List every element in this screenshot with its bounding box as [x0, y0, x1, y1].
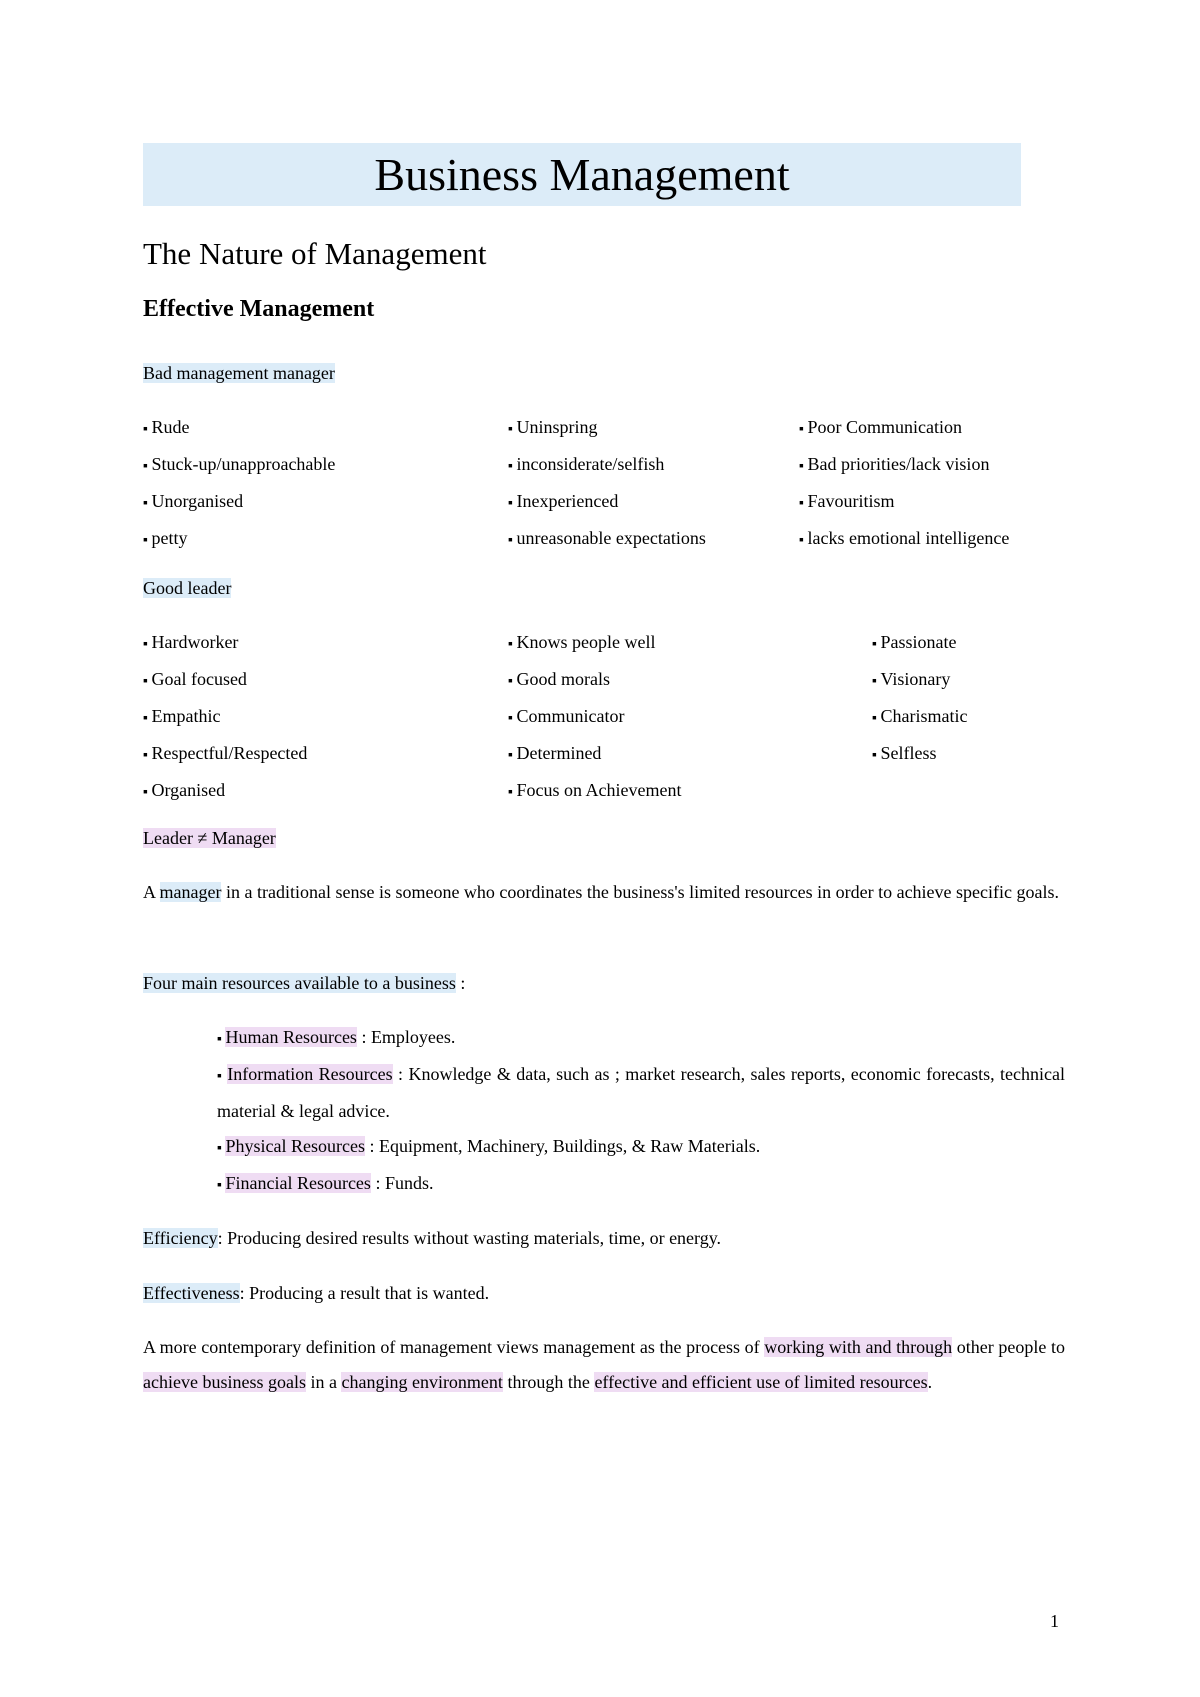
list-item: ▪ unreasonable expectations [508, 521, 706, 558]
list-item: ▪ Determined [508, 736, 681, 773]
resources-label-text: Four main resources available to a business [143, 973, 456, 993]
list-item: ▪ petty [143, 521, 335, 558]
list-item: ▪ Charismatic [872, 699, 967, 736]
good-leader-label-text: Good leader [143, 578, 232, 598]
list-item: ▪ Physical Resources : Equipment, Machinery, Buildings, & Raw Materials. [217, 1129, 1065, 1166]
list-item: ▪ Passionate [872, 625, 967, 662]
list-item: ▪ Good morals [508, 662, 681, 699]
list-item: ▪ Selfless [872, 736, 967, 773]
list-item: ▪ Human Resources : Employees. [217, 1020, 1065, 1057]
manager-definition: A manager in a traditional sense is someone who coordinates the business's limited resources in order to achieve specific goals. [143, 882, 1060, 902]
list-item: ▪ Empathic [143, 699, 307, 736]
list-item: ▪ Communicator [508, 699, 681, 736]
bad-traits-column-1 [143, 410, 335, 558]
list-item: ▪ Goal focused [143, 662, 307, 699]
list-item: ▪ Knows people well [508, 625, 681, 662]
bad-traits-column-2 [508, 410, 706, 558]
bad-traits-column-3 [799, 410, 1009, 558]
list-item: ▪ Focus on Achievement [508, 773, 681, 810]
list-item: ▪ Rude [143, 410, 335, 447]
subsection-heading: Effective Management [143, 296, 375, 322]
list-item: ▪ Organised [143, 773, 307, 810]
list-item: ▪ Inexperienced [508, 484, 706, 521]
list-item: ▪ Bad priorities/lack vision [799, 447, 1009, 484]
leader-manager-label-text: Leader ≠ Manager [143, 828, 276, 848]
good-leader-label [143, 575, 231, 601]
list-item: ▪ Information Resources : Knowledge & data, such as ; market research, sales reports, economic forecasts, technical material & legal advice. [217, 1057, 1065, 1129]
list-item: ▪ Financial Resources : Funds. [217, 1166, 1065, 1203]
efficiency-definition: Efficiency: Producing desired results without wasting materials, time, or energy. [143, 1228, 722, 1248]
list-item: ▪ Unorganised [143, 484, 335, 521]
list-item: ▪ Visionary [872, 662, 967, 699]
list-item: ▪ Hardworker [143, 625, 307, 662]
list-item: ▪ Favouritism [799, 484, 1009, 521]
good-traits-column-2 [508, 625, 681, 810]
efficiency-term: Efficiency [143, 1228, 218, 1248]
section-heading: The Nature of Management [143, 236, 487, 271]
effectiveness-term: Effectiveness [143, 1283, 240, 1303]
list-item: ▪ Poor Communication [799, 410, 1009, 447]
list-item: ▪ Respectful/Respected [143, 736, 307, 773]
effectiveness-definition: Effectiveness: Producing a result that is wanted. [143, 1283, 490, 1303]
resources-list [217, 1020, 1065, 1203]
manager-term: manager [159, 882, 222, 902]
resources-label: Four main resources available to a business : [143, 973, 466, 993]
leader-manager-label [143, 825, 276, 851]
list-item: ▪ inconsiderate/selfish [508, 447, 706, 484]
bad-manager-label-text: Bad management manager [143, 363, 335, 383]
list-item: ▪ Stuck-up/unapproachable [143, 447, 335, 484]
list-item: ▪ Uninspring [508, 410, 706, 447]
good-traits-column-1 [143, 625, 307, 810]
list-item: ▪ lacks emotional intelligence [799, 521, 1009, 558]
bad-manager-label [143, 360, 335, 386]
good-traits-column-3 [872, 625, 967, 773]
document-title: Business Management [143, 143, 1021, 206]
contemporary-definition: A more contemporary definition of management views management as the process of working with and through other people to achieve business goals in a changing environment through the effective and efficient use of limited resources. [143, 1337, 1065, 1392]
page-number: 1 [1050, 1611, 1059, 1631]
